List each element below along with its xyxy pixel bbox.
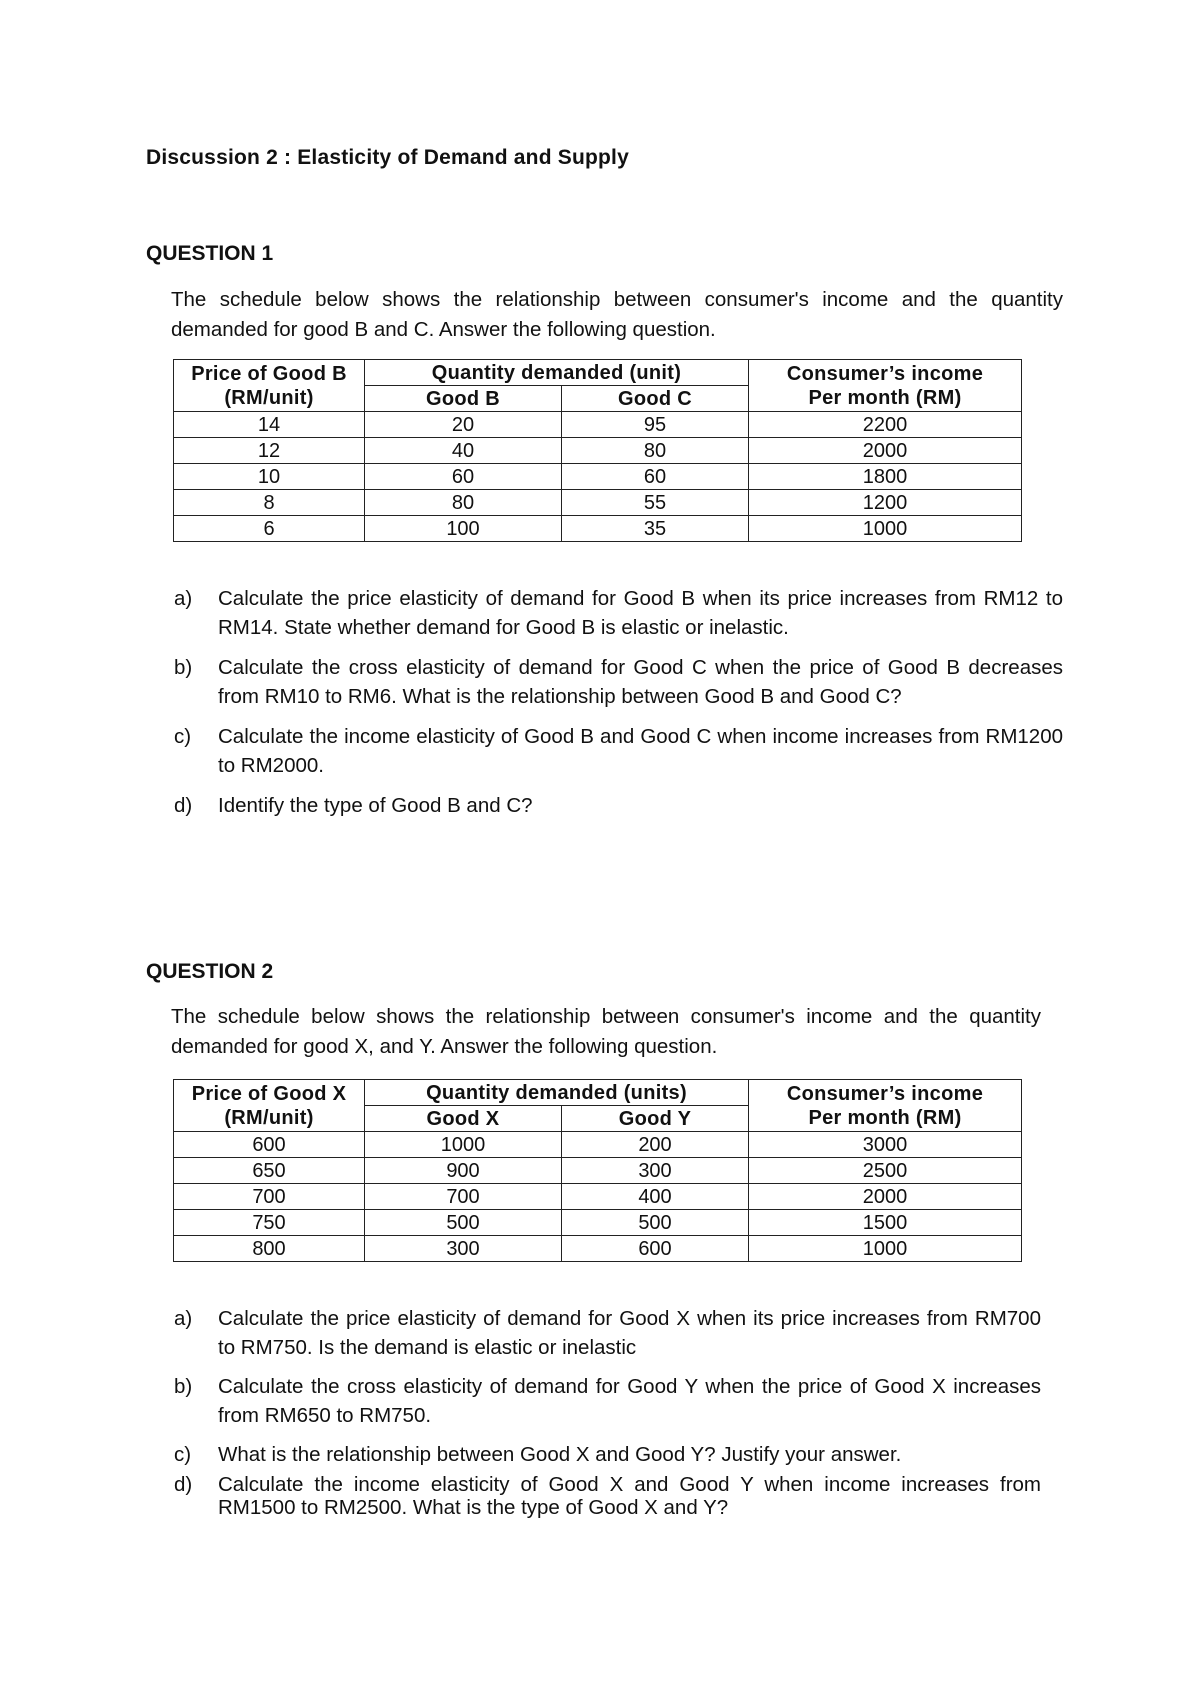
table-cell: 300 [365,1236,562,1262]
list-item [171,1473,1041,1519]
item-marker: c) [174,725,192,748]
good-y-header: Good Y [562,1106,749,1132]
table-cell: 800 [174,1236,365,1262]
item-marker: d) [174,794,193,817]
table-cell: 2200 [749,412,1022,438]
table-cell: 200 [562,1132,749,1158]
income-header-line2: Per month (RM) [808,386,962,409]
item-text: Calculate the income elasticity of Good X and Good Y when income increases from RM1500 to RM2500. What is the type of Good X and Y? [218,1473,1041,1519]
table-cell: 2000 [749,438,1022,464]
price-header-line2: (RM/unit) [224,386,314,409]
item-marker: a) [174,1307,193,1330]
table-cell: 40 [365,438,562,464]
price-header-line2: (RM/unit) [224,1106,314,1129]
table-row [174,412,1022,438]
table-cell: 650 [174,1158,365,1184]
income-header-line2: Per month (RM) [808,1106,962,1129]
list-item [171,1372,1041,1430]
table-row [174,1132,1022,1158]
table-cell: 80 [562,438,749,464]
table-row [174,438,1022,464]
question-1-heading: QUESTION 1 [146,242,274,265]
table-cell: 700 [365,1184,562,1210]
table-cell: 1200 [749,490,1022,516]
table-cell: 6 [174,516,365,542]
table-cell: 1000 [365,1132,562,1158]
table-row [174,490,1022,516]
table-cell: 100 [365,516,562,542]
table-cell: 750 [174,1210,365,1236]
table-cell: 900 [365,1158,562,1184]
table-cell: 700 [174,1184,365,1210]
question-1-intro: The schedule below shows the relationship between consumer's income and the quantity demanded for good B and C. Answer the following question. [171,288,1063,341]
price-header-line1: Price of Good B [191,362,347,385]
table-cell: 3000 [749,1132,1022,1158]
price-header [174,1080,365,1132]
table-cell: 55 [562,490,749,516]
table-cell: 12 [174,438,365,464]
item-marker: d) [174,1473,193,1496]
table-cell: 1000 [749,516,1022,542]
income-header [749,1080,1022,1132]
item-text: Calculate the cross elasticity of demand for Good Y when the price of Good X increases from RM650 to RM750. [218,1375,1041,1427]
quantity-header: Quantity demanded (unit) [365,360,749,386]
good-c-header: Good C [562,386,749,412]
table-cell: 300 [562,1158,749,1184]
question-2-intro: The schedule below shows the relationship between consumer's income and the quantity demanded for good X, and Y. Answer the following question. [171,1005,1041,1058]
income-header-line1: Consumer’s income [786,362,984,385]
table-cell: 95 [562,412,749,438]
price-header-line1: Price of Good X [191,1082,347,1105]
table-cell: 10 [174,464,365,490]
list-item [171,722,1063,780]
item-text: Calculate the income elasticity of Good B and Good C when income increases from RM1200 to RM2000. [218,725,1063,777]
item-text: Calculate the price elasticity of demand for Good X when its price increases from RM700 to RM750. Is the demand is elastic or inelastic [218,1307,1041,1359]
list-item [171,584,1063,642]
table-cell: 1000 [749,1236,1022,1262]
table-cell: 8 [174,490,365,516]
table-cell: 1500 [749,1210,1022,1236]
document-title: Discussion 2 : Elasticity of Demand and Supply [146,146,629,169]
price-header [174,360,365,412]
item-text: Calculate the price elasticity of demand for Good B when its price increases from RM12 to RM14. State whether demand for Good B is elastic or inelastic. [218,587,1063,639]
item-text: What is the relationship between Good X and Good Y? Justify your answer. [218,1443,902,1466]
table-cell: 80 [365,490,562,516]
question-2-heading: QUESTION 2 [146,960,274,983]
good-b-header: Good B [365,386,562,412]
list-item [171,1440,1041,1469]
table-cell: 14 [174,412,365,438]
table-row [174,1210,1022,1236]
question-2-schedule-table [173,1079,1022,1262]
table-cell: 600 [174,1132,365,1158]
table-cell: 2000 [749,1184,1022,1210]
list-item [171,653,1063,711]
question-1-schedule-table [173,359,1022,542]
item-marker: a) [174,587,193,610]
table-row [174,516,1022,542]
income-header-line1: Consumer’s income [786,1082,984,1105]
list-item [171,1304,1041,1362]
table-row [174,1184,1022,1210]
quantity-header: Quantity demanded (units) [365,1080,749,1106]
table-row [174,1236,1022,1262]
item-marker: b) [174,656,193,679]
table-row [174,464,1022,490]
list-item [171,791,1063,820]
item-marker: c) [174,1443,192,1466]
income-header [749,360,1022,412]
table-cell: 1800 [749,464,1022,490]
item-text: Calculate the cross elasticity of demand for Good C when the price of Good B decreases from RM10 to RM6. What is the relationship between Good B and Good C? [218,656,1063,708]
item-marker: b) [174,1375,193,1398]
table-cell: 60 [365,464,562,490]
table-cell: 500 [562,1210,749,1236]
table-cell: 2500 [749,1158,1022,1184]
table-cell: 60 [562,464,749,490]
question-2-items [171,1304,1041,1519]
question-1-items [171,584,1063,820]
table-cell: 500 [365,1210,562,1236]
good-x-header: Good X [365,1106,562,1132]
table-cell: 400 [562,1184,749,1210]
table-row [174,1158,1022,1184]
item-text: Identify the type of Good B and C? [218,794,533,817]
table-cell: 600 [562,1236,749,1262]
table-cell: 20 [365,412,562,438]
table-cell: 35 [562,516,749,542]
